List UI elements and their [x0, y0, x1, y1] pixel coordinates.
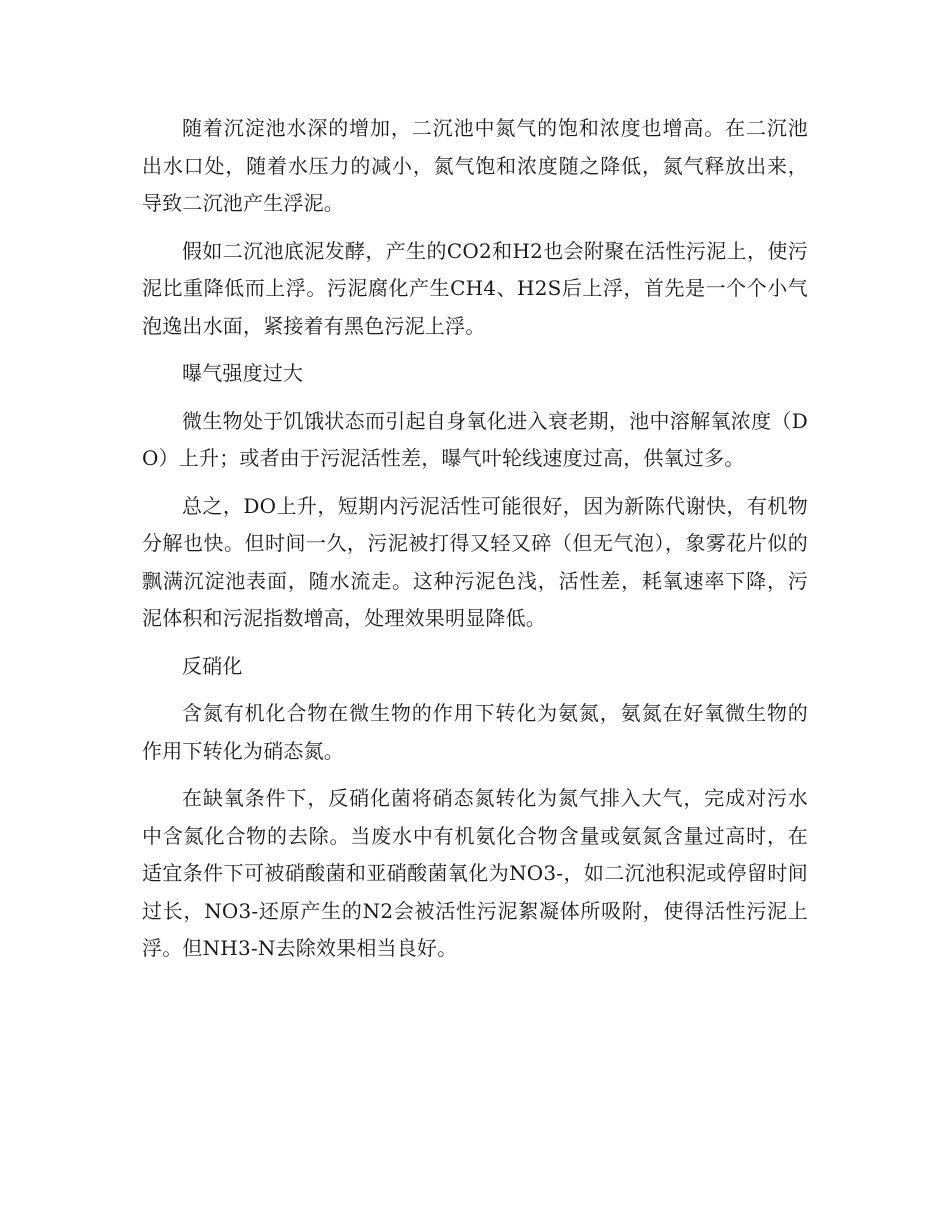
paragraph-ammonia-conversion: 含氮有机化合物在微生物的作用下转化为氨氮，氨氮在好氧微生物的作用下转化为硝态氮。	[142, 701, 808, 763]
paragraph-anoxic-denitrification: 在缺氧条件下，反硝化菌将硝态氮转化为氮气排入大气，完成对污水中含氮化合物的去除。当废水中有机氨化合物含量或氨氮含量过高时，在适宜条件下可被硝酸菌和亚硝酸菌氧化为NO3-，如二沉池积泥或停留时间过长，NO3-还原产生的N2会被活性污泥絮凝体所吸附，使得活性污泥上浮。但NH3-N去除效果相当良好。	[142, 786, 808, 960]
paragraph-nitrogen-saturation: 随着沉淀池水深的增加，二沉池中氮气的饱和浓度也增高。在二沉池出水口处，随着水压力的减小，氮气饱和浓度随之降低，氮气释放出来，导致二沉池产生浮泥。	[142, 116, 808, 215]
document-body	[142, 110, 808, 978]
paragraph-do-rise-summary: 总之，DO上升，短期内污泥活性可能很好，因为新陈代谢快，有机物分解也快。但时间一久，污泥被打得又轻又碎（但无气泡），象雾花片似的飘满沉淀池表面，随水流走。这种污泥色浅，活性差，耗氧速率下降，污泥体积和污泥指数增高，处理效果明显降低。	[142, 493, 808, 630]
paragraph-starvation-oxidation: 微生物处于饥饿状态而引起自身氧化进入衰老期，池中溶解氧浓度（DO）上升；或者由于污泥活性差，曝气叶轮线速度过高，供氧过多。	[142, 408, 808, 470]
paragraph-sludge-fermentation: 假如二沉池底泥发酵，产生的CO2和H2也会附聚在活性污泥上，使污泥比重降低而上浮。污泥腐化产生CH4、H2S后上浮，首先是一个个小气泡逸出水面，紧接着有黑色污泥上浮。	[142, 238, 808, 338]
section-heading-denitrification: 反硝化	[182, 653, 243, 678]
section-heading-aeration-intensity: 曝气强度过大	[182, 361, 304, 385]
